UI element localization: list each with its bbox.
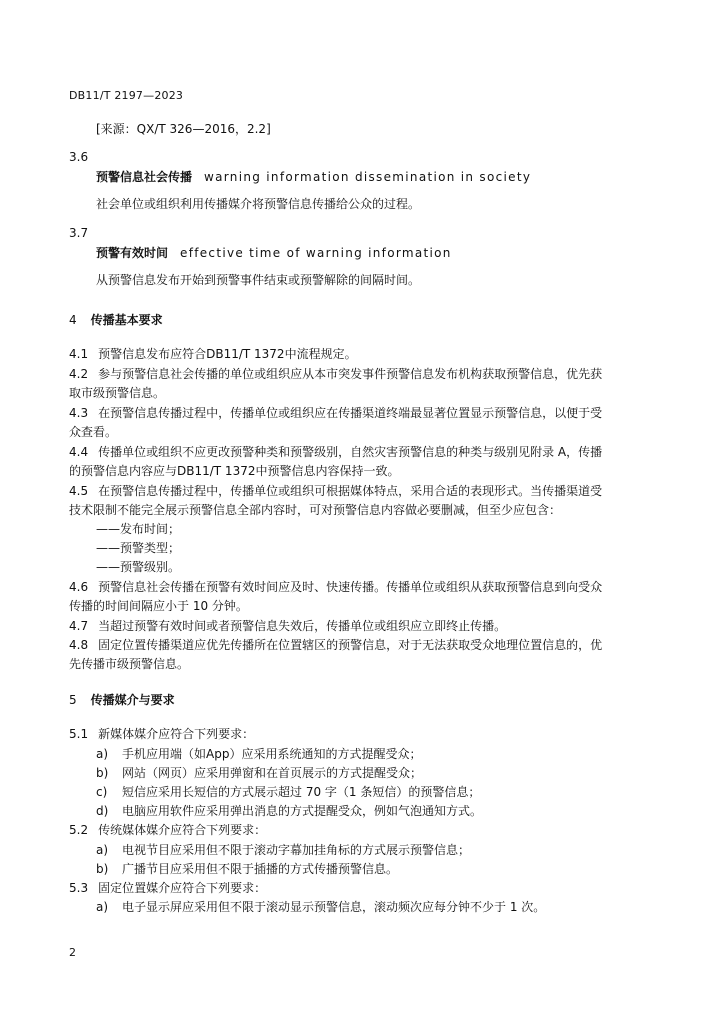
dash-list-item: ——预警级别。 [96,560,181,574]
clause-continuation: 众查看。 [69,425,118,439]
clause-text: 新媒体媒介应符合下列要求： [98,727,255,741]
term-en: warning information dissemination in society [204,170,532,184]
term-zh: 预警信息社会传播 [96,170,193,184]
clause-text: 固定位置传播渠道应优先传播所在位置辖区的预警信息，对于无法获取受众地理位置信息的，优 [98,638,603,652]
clause [69,619,506,633]
clause-text: 预警信息社会传播在预警有效时间应及时、快速传播。传播单位或组织从获取预警信息到向受众 [98,580,603,594]
list-marker: d) [96,804,109,818]
list-marker: b) [96,862,109,876]
clause-text: 参与预警信息社会传播的单位或组织应从本市突发事件预警信息发布机构获取预警信息，优先获 [98,367,603,381]
list-marker: a) [96,900,109,914]
clause-number: 4.3 [69,406,89,420]
clause-text: 传播单位或组织不应更改预警种类和预警级别，自然灾害预警信息的种类与级别见附录 A，传播 [98,445,603,459]
section-heading [69,313,163,327]
list-item-text: 电脑应用软件应采用弹出消息的方式提醒受众，例如气泡通知方式。 [122,804,483,818]
clause [69,347,357,361]
source-reference: [来源：QX/T 326—2016，2.2] [96,122,271,136]
page-number: 2 [69,946,76,959]
clause-text: 在预警信息传播过程中，传播单位或组织应在传播渠道终端最显著位置显示预警信息，以便于受 [98,406,603,420]
section-number: 5 [69,693,77,707]
list-item-text: 电视节目应采用但不限于滚动字幕加挂角标的方式展示预警信息； [122,843,471,857]
list-item-text: 手机应用端（如App）应采用系统通知的方式提醒受众； [122,747,422,761]
clause-number: 5.2 [69,823,89,837]
standard-code-header: DB11/T 2197—2023 [69,89,184,102]
clause-continuation: 取市级预警信息。 [69,386,166,400]
clause-text: 传统媒体媒介应符合下列要求： [98,823,267,837]
clause [69,580,602,594]
clause-number: 4.8 [69,638,89,652]
clause [69,727,254,741]
term-en: effective time of warning information [180,246,452,260]
list-marker: c) [96,785,108,799]
list-item-text: 网站（网页）应采用弹窗和在首页展示的方式提醒受众； [122,766,423,780]
clause [69,367,602,381]
section-title: 传播基本要求 [90,313,163,327]
list-marker: b) [96,766,109,780]
clause-continuation: 传播的时间间隔应小于 10 分钟。 [69,599,248,613]
clause [69,881,266,895]
term-definition: 社会单位或组织利用传播媒介将预警信息传播给公众的过程。 [96,197,421,211]
clause [69,823,266,837]
clause-text: 预警信息发布应符合DB11/T 1372中流程规定。 [98,347,357,361]
term-title [96,246,452,260]
clause-number: 4.7 [69,619,89,633]
list-item [96,804,482,818]
dash-list-item: ——发布时间； [96,522,181,536]
list-marker: a) [96,843,109,857]
clause-number: 5.1 [69,727,89,741]
list-item [96,843,470,857]
clause-number: 4.2 [69,367,89,381]
clause-number: 4.5 [69,484,89,498]
clause [69,484,602,498]
list-item-text: 短信应采用长短信的方式展示超过 70 字（1 条短信）的预警信息； [122,785,481,799]
list-item [96,900,545,914]
clause-text: 固定位置媒介应符合下列要求： [98,881,267,895]
list-item-text: 广播节目应采用但不限于插播的方式传播预警信息。 [122,862,399,876]
clause [69,406,602,420]
clause-text: 当超过预警有效时间或者预警信息失效后，传播单位或组织应立即终止传播。 [98,619,507,633]
list-item-text: 电子显示屏应采用但不限于滚动显示预警信息，滚动频次应每分钟不少于 1 次。 [122,900,546,914]
list-item [96,766,422,780]
list-item [96,862,398,876]
clause-number: 4.6 [69,580,89,594]
clause-number: 5.3 [69,881,89,895]
clause [69,445,602,459]
list-item [96,747,421,761]
clause-number: 4.4 [69,445,89,459]
term-zh: 预警有效时间 [96,246,169,260]
term-definition: 从预警信息发布开始到预警事件结束或预警解除的间隔时间。 [96,273,421,287]
section-heading [69,693,175,707]
section-number: 4 [69,313,77,327]
term-number: 3.7 [69,226,89,240]
list-item [96,785,480,799]
clause [69,638,602,652]
clause-continuation: 的预警信息内容应与DB11/T 1372中预警信息内容保持一致。 [69,464,400,478]
clause-continuation: 技术限制不能完全展示预警信息全部内容时，可对预警信息内容做必要删减，但至少应包含： [69,503,562,517]
term-number: 3.6 [69,150,89,164]
section-title: 传播媒介与要求 [90,693,175,707]
dash-list-item: ——预警类型； [96,541,181,555]
clause-continuation: 先传播市级预警信息。 [69,657,190,671]
term-title [96,170,531,184]
list-marker: a) [96,747,109,761]
clause-text: 在预警信息传播过程中，传播单位或组织可根据媒体特点，采用合适的表现形式。当传播渠道受 [98,484,603,498]
clause-number: 4.1 [69,347,89,361]
